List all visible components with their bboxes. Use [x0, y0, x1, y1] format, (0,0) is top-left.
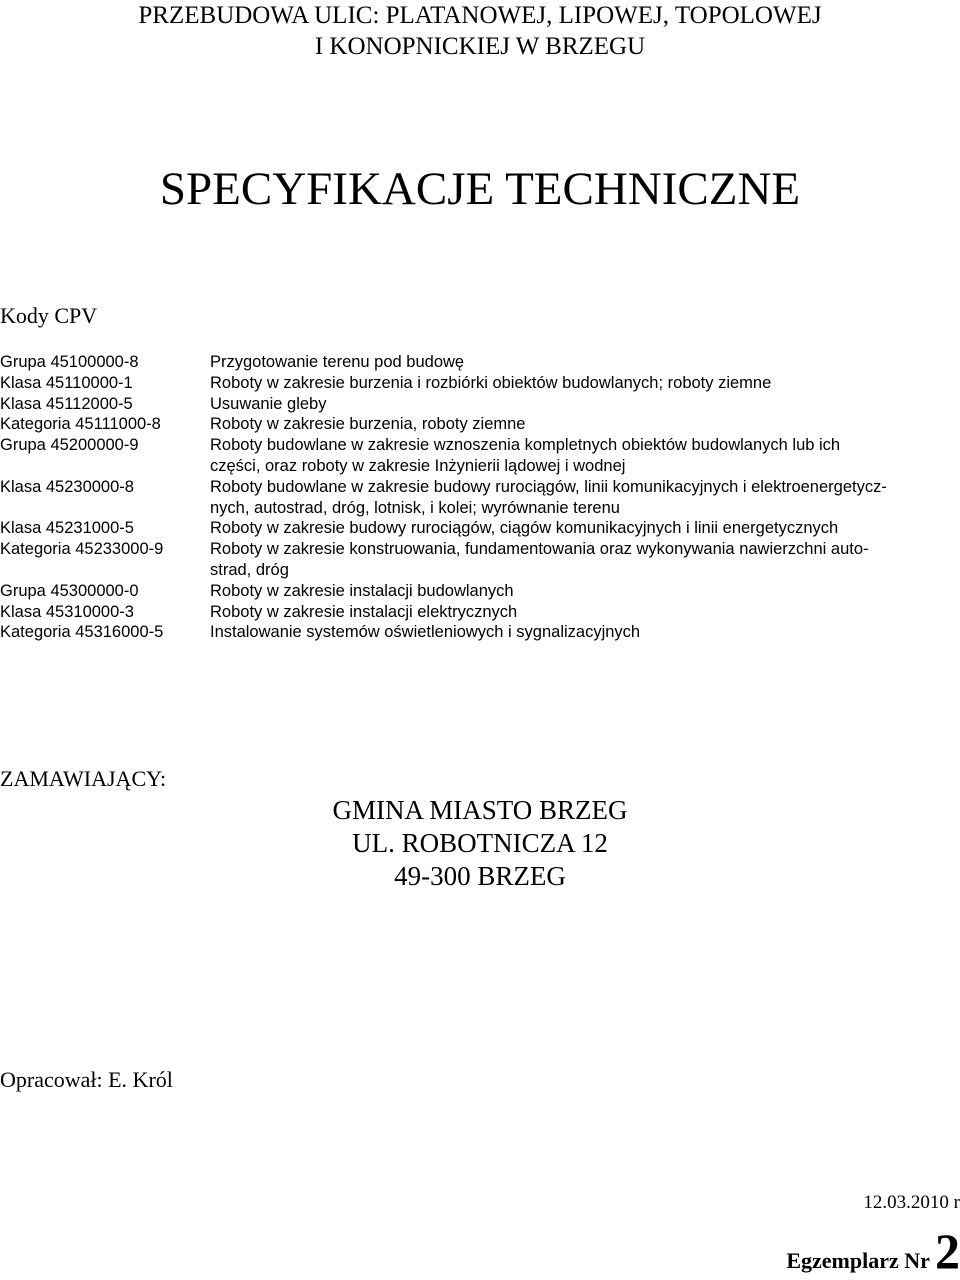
zamawiajacy-city: 49-300 BRZEG [394, 861, 566, 891]
cpv-code: Kategoria 45233000-9 [0, 540, 164, 559]
list-item [0, 622, 960, 643]
document-date: 12.03.2010 r [863, 1192, 960, 1213]
cpv-description: Roboty w zakresie instalacji budowlanych [210, 581, 514, 600]
list-item [0, 394, 960, 415]
cpv-code: Kategoria 45316000-5 [0, 623, 164, 642]
cpv-description: Roboty w zakresie burzenia i rozbiórki obiektów budowlanych; roboty ziemne [210, 373, 772, 392]
cpv-description: Przygotowanie terenu pod budowę [210, 353, 465, 371]
cpv-code: Klasa 45310000-3 [0, 602, 134, 621]
list-item [0, 435, 960, 477]
cpv-code: Klasa 45230000-8 [0, 477, 134, 496]
cpv-code: Grupa 45100000-8 [0, 353, 139, 371]
zamawiajacy-street: UL. ROBOTNICZA 12 [352, 828, 608, 858]
cpv-description: Roboty w zakresie konstruowania, fundamentowania oraz wykonywania nawierzchni auto- strad, dróg [210, 540, 869, 579]
list-item [0, 352, 960, 373]
header-line-2: I KONOPNICKIEJ W BRZEGU [314, 33, 646, 60]
prepared-by: Opracował: E. Król [0, 1067, 173, 1092]
list-item [0, 518, 960, 539]
cpv-code: Klasa 45112000-5 [0, 394, 133, 413]
list-item [0, 477, 960, 519]
list-item [0, 602, 960, 623]
cpv-description: Roboty budowlane w zakresie budowy rurociągów, linii komunikacyjnych i elektroenergetycz- nych, autostrad, dróg, lotnisk, i kolei; wyrównanie terenu [210, 477, 887, 517]
cpv-code: Grupa 45300000-0 [0, 581, 139, 600]
cpv-description: Usuwanie gleby [210, 394, 327, 413]
header-line-1: PRZEBUDOWA ULIC: PLATANOWEJ, LIPOWEJ, TOPOLOWEJ [138, 2, 822, 29]
cpv-description: Roboty budowlane w zakresie wznoszenia kompletnych obiektów budowlanych lub ich części, oraz roboty w zakresie Inżynierii lądowej i wodnej [210, 436, 841, 475]
cpv-description: Roboty w zakresie instalacji elektrycznych [210, 602, 518, 621]
cpv-description: Roboty w zakresie burzenia, roboty ziemne [210, 415, 526, 434]
page-title: SPECYFIKACJE TECHNICZNE [159, 163, 801, 215]
copy-number-value: 2 [935, 1223, 960, 1279]
cpv-heading: Kody CPV [0, 303, 98, 328]
zamawiajacy-label: ZAMAWIAJĄCY: [0, 766, 167, 791]
cpv-code: Klasa 45231000-5 [0, 519, 134, 538]
copy-number [786, 1222, 960, 1280]
cpv-code: Grupa 45200000-9 [0, 436, 139, 455]
cpv-list [0, 352, 960, 643]
list-item [0, 373, 960, 394]
zamawiajacy-name: GMINA MIASTO BRZEG [332, 795, 628, 825]
copy-number-label: Egzemplarz Nr [786, 1248, 930, 1273]
cpv-code: Kategoria 45111000-8 [0, 415, 161, 434]
list-item [0, 414, 960, 435]
cpv-description: Roboty w zakresie budowy rurociągów, ciągów komunikacyjnych i linii energetycznych [210, 519, 839, 538]
list-item [0, 581, 960, 602]
list-item [0, 539, 960, 581]
cpv-code: Klasa 45110000-1 [0, 373, 133, 392]
cpv-description: Instalowanie systemów oświetleniowych i sygnalizacyjnych [210, 623, 641, 642]
